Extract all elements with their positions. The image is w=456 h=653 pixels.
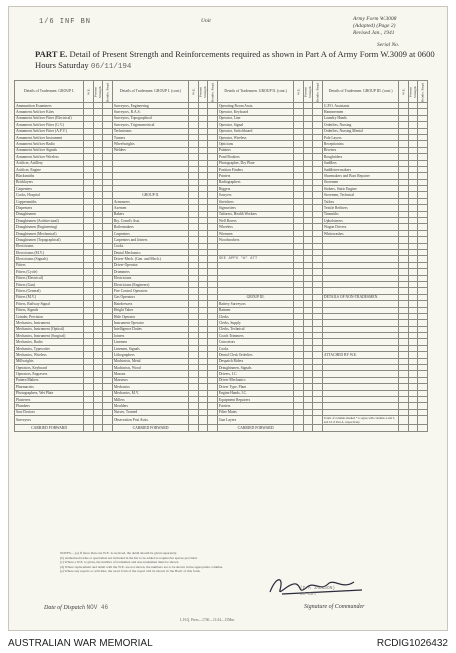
trade-cell: Battery Surveyors bbox=[217, 301, 293, 307]
trade-cell: Surveyors bbox=[15, 416, 84, 425]
trade-cell: Roughriders bbox=[322, 154, 398, 160]
value-cell bbox=[399, 416, 409, 425]
trade-cell: Dental Clerk Orderlies bbox=[217, 352, 293, 358]
we-header: W.E. bbox=[399, 81, 409, 103]
trade-cell: Draughtsmen (Topographical) bbox=[15, 237, 84, 243]
trade-cell: Well Borers bbox=[217, 218, 293, 224]
archive-name: AUSTRALIAN WAR MEMORIAL bbox=[8, 638, 153, 649]
carry-forward-a: CARRIED FORWARD bbox=[15, 425, 84, 431]
table-row bbox=[15, 416, 428, 425]
trade-cell: Grinder, Precision bbox=[15, 313, 84, 319]
trade-cell: Mechanics, Instrument (Surgical) bbox=[15, 333, 84, 339]
signed-name: (D A JACKSON) bbox=[300, 586, 336, 591]
trade-cell: Stokers, Static Engine bbox=[322, 186, 398, 192]
trade-cell: SEE APPX "A" ATT bbox=[217, 256, 293, 262]
archive-footer bbox=[0, 631, 456, 653]
note-line: NOTES.—(a) If more than one W.E. is received, the detail should be given separately. bbox=[60, 551, 177, 555]
trade-cell: Armament Artificer Kites bbox=[15, 109, 84, 115]
trade-cell: Bakers bbox=[112, 211, 188, 217]
trade-cell: Orderlies, Nursing bbox=[322, 122, 398, 128]
trade-cell: Plumbers bbox=[15, 403, 84, 409]
trade-cell: Coppersmiths bbox=[15, 198, 84, 204]
trade-cell: Electricians bbox=[112, 275, 188, 281]
trade-cell: Despatch Riders bbox=[217, 358, 293, 364]
trade-cell: Photographer, Dry Plate bbox=[217, 160, 293, 166]
trade-cell: Bricklayers bbox=[15, 179, 84, 185]
printer-line: L.H.Q. Press—1740—11/44—15Mm. bbox=[180, 618, 236, 622]
trade-cell: Clerks bbox=[217, 313, 293, 319]
trade-cell: Operator, Wireless bbox=[217, 134, 293, 140]
reinf-header: Reinfts. Reqd. bbox=[313, 81, 323, 103]
trade-cell: Surveyors, Engineering bbox=[112, 103, 188, 109]
trade-cell: Tinsmiths bbox=[322, 211, 398, 217]
trade-cell: Axemen bbox=[112, 205, 188, 211]
form-id-block bbox=[353, 16, 396, 37]
trade-cell: Signwriters bbox=[217, 205, 293, 211]
value-cell bbox=[313, 416, 323, 425]
trade-cell: Fitters (M.V.) bbox=[15, 294, 84, 300]
col-c-header: Details of Tradesmen. GROUP II. (cont.) bbox=[217, 81, 293, 103]
trade-cell: Operator, Switchboard bbox=[217, 128, 293, 134]
trade-cell: Machinists, Metal bbox=[112, 358, 188, 364]
trade-cell: GROUP III. bbox=[217, 294, 293, 300]
trade-cell: Pattern Makers bbox=[15, 377, 84, 383]
date-label: Date of Dispatch bbox=[44, 605, 85, 611]
trade-cell: Whitewashes bbox=[322, 230, 398, 236]
part-title bbox=[35, 49, 435, 73]
trade-cell: Masons bbox=[112, 371, 188, 377]
trade-cell: Tailorers, Health Workers bbox=[217, 211, 293, 217]
trade-cell: Mechanics, Wireless bbox=[15, 352, 84, 358]
trade-cell: Surveyors, Topographical bbox=[112, 115, 188, 121]
form-adapted: (Adapted) (Page 2) bbox=[353, 23, 396, 29]
trade-cell: Engine Hands, I.C. bbox=[217, 390, 293, 396]
trade-cell: Operator, Signal bbox=[217, 122, 293, 128]
trade-cell: Storemen bbox=[322, 179, 398, 185]
part-text: Detail of Present Strength and Reinforcements required as shown in Part A of Army Form W.3009 at 0600 Hours Saturday bbox=[35, 49, 435, 70]
strength-header: Present Strength bbox=[303, 81, 313, 103]
trade-cell: Mechanics, Instrument (Optical) bbox=[15, 326, 84, 332]
trade-cell: DETAILS OF NON-TRADESMEN. bbox=[322, 294, 398, 300]
trade-cell: Filter Mates bbox=[217, 409, 293, 415]
trade-cell: Receptionists bbox=[322, 141, 398, 147]
trade-cell: Electricians bbox=[15, 243, 84, 249]
trade-cell: Fitters (General) bbox=[15, 288, 84, 294]
trade-cell: GROUP II. bbox=[112, 192, 188, 198]
trade-cell: Hammermen bbox=[322, 109, 398, 115]
trade-cell: Armament Artificer Fitter (Electrical) bbox=[15, 115, 84, 121]
trade-cell: Storemen, Technical bbox=[322, 192, 398, 198]
trade-cell: ATTACHED BY W.E. bbox=[322, 352, 398, 358]
value-cell bbox=[208, 416, 218, 425]
trade-cell: Lithographers bbox=[112, 352, 188, 358]
part-label: PART E. bbox=[35, 49, 68, 59]
trade-cell: G.P.O. Assistants bbox=[322, 103, 398, 109]
trade-cell: Armament Artificer Signals bbox=[15, 147, 84, 153]
trade-cell: Totals of columns marked * to agree with columns 4 and 5, and 16 of Part A, respectively. bbox=[322, 416, 398, 425]
trade-cell: Drummers bbox=[112, 269, 188, 275]
trade-cell: Dispensers bbox=[15, 205, 84, 211]
trade-cell: Masseurs bbox=[112, 377, 188, 383]
trade-cell: Operator, Line bbox=[217, 115, 293, 121]
trade-cell: Mechanics bbox=[112, 384, 188, 390]
trade-cell: Gun Layers bbox=[217, 416, 293, 425]
trade-cell: Mechanics, Instrument bbox=[15, 320, 84, 326]
trade-cell: Radiographers bbox=[217, 179, 293, 185]
note-line: (c) Where a W.E. is given, the number of tradesmen and non-tradesmen must be shown. bbox=[60, 560, 180, 565]
signed-rank: Lt Col bbox=[300, 592, 317, 597]
trade-cell: Riveters bbox=[322, 147, 398, 153]
trade-cell: Surveyors, R.A.S. bbox=[112, 109, 188, 115]
col-a-header: Details of Tradesmen. GROUP I. bbox=[15, 81, 84, 103]
unit-stamp: 1/6 INF BN bbox=[39, 18, 92, 26]
form-number: Army Form W.3008 bbox=[353, 16, 397, 22]
trade-cell: Batmen bbox=[217, 307, 293, 313]
trade-cell: Clerks, Supply bbox=[217, 320, 293, 326]
trade-cell: Stretchers bbox=[217, 198, 293, 204]
trade-cell: Linemen, Signals bbox=[112, 345, 188, 351]
trade-cell: Pond Bookers bbox=[217, 154, 293, 160]
trade-cell: Operator, Keyboard bbox=[217, 109, 293, 115]
trade-cell: Wheelers bbox=[217, 224, 293, 230]
trade-cell: Bty. Comd's Asst. bbox=[112, 218, 188, 224]
reinf-header: Reinfts. Reqd. bbox=[418, 81, 428, 103]
trade-cell: Moulders bbox=[112, 403, 188, 409]
trade-cell: Driver Type, Plant bbox=[217, 384, 293, 390]
trade-cell: Fitters (Electrical) bbox=[15, 275, 84, 281]
part-date: 06/11/194 bbox=[90, 63, 132, 71]
trade-cell: Carpenters bbox=[112, 230, 188, 236]
trade-cell: Intelligence Duties bbox=[112, 326, 188, 332]
notes-block bbox=[60, 551, 390, 574]
trade-cell: Armament Artificer Radio bbox=[15, 141, 84, 147]
trade-cell: Draughtsmen (Mechanical) bbox=[15, 230, 84, 236]
trade-cell: Draughtsmen (Engineering) bbox=[15, 224, 84, 230]
trade-cell: Blacksmiths bbox=[15, 173, 84, 179]
trade-cell: Tailors bbox=[322, 198, 398, 204]
trade-cell: Cooks, Hospital bbox=[15, 192, 84, 198]
signature-label: Signature of Commander bbox=[304, 604, 365, 610]
trade-cell: Draughtsmen, Signals bbox=[217, 365, 293, 371]
value-cell bbox=[84, 416, 94, 425]
trade-cell: Wiremen bbox=[217, 230, 293, 236]
strength-header: Present Strength bbox=[408, 81, 418, 103]
carry-forward-d bbox=[322, 425, 398, 431]
trade-cell: Millers bbox=[112, 396, 188, 402]
trade-cell: Plasterers bbox=[15, 396, 84, 402]
serial-label: Serial No. bbox=[377, 42, 400, 48]
trade-cell: Riggers bbox=[217, 186, 293, 192]
strength-header: Present Strength bbox=[198, 81, 208, 103]
trade-cell: Laundry Hands bbox=[322, 115, 398, 121]
value-cell bbox=[303, 416, 313, 425]
value-cell bbox=[103, 416, 113, 425]
reinf-header: Reinfts. Reqd. bbox=[103, 81, 113, 103]
trade-cell: Armament Artificer Fitter (G.V.) bbox=[15, 122, 84, 128]
trade-cell: Driver-Mech. (Gen. and Mech.) bbox=[112, 256, 188, 262]
trade-cell: Height Taker bbox=[112, 307, 188, 313]
trade-cell: Welders bbox=[112, 147, 188, 153]
trade-cell: Concretors bbox=[217, 339, 293, 345]
signature-typed bbox=[300, 586, 335, 598]
trade-cell: Armament Artificer Fitter (A.F.V.) bbox=[15, 128, 84, 134]
trade-cell: Carpenters and Joiners bbox=[112, 237, 188, 243]
trade-cell: Cooks bbox=[217, 345, 293, 351]
trade-cell: Farriers bbox=[217, 403, 293, 409]
trade-cell: Saddlers bbox=[322, 160, 398, 166]
trade-cell: Fitters (Gun) bbox=[15, 281, 84, 287]
trade-cell: Carpenters bbox=[15, 186, 84, 192]
trade-cell: Instrument Operator bbox=[112, 320, 188, 326]
trade-cell: Pharmacists bbox=[15, 384, 84, 390]
trade-cell: Clerks, Technical bbox=[217, 326, 293, 332]
we-header: W.E. bbox=[294, 81, 304, 103]
trade-cell: Textile Refitters bbox=[322, 205, 398, 211]
trade-cell: Armourers bbox=[112, 198, 188, 204]
trade-cell: Gas Operators bbox=[112, 294, 188, 300]
trade-cell: Orderlies, Nursing Mental bbox=[322, 128, 398, 134]
trade-cell: Equipment Repairers bbox=[217, 396, 293, 402]
trade-cell: Artificer, Engine bbox=[15, 166, 84, 172]
note-line: (d) Where replacement and detail with the W.E. are not shown, the numbers are to be shown in the appropriate columns. bbox=[60, 564, 224, 569]
trade-cell: Millwrights bbox=[15, 358, 84, 364]
trade-cell: Driver Mechanics bbox=[217, 377, 293, 383]
trade-cell: Mechanics, Radio bbox=[15, 339, 84, 345]
trade-cell: Position Finders bbox=[217, 166, 293, 172]
trade-cell: Fitters, Railway Signal bbox=[15, 301, 84, 307]
col-d-header: Details of Tradesmen. GROUP III. (cont.) bbox=[322, 81, 398, 103]
we-header: W.E. bbox=[189, 81, 199, 103]
unit-label: Unit bbox=[201, 18, 211, 24]
trade-cell: Operators, Engravers bbox=[15, 371, 84, 377]
trade-cell: Fitters bbox=[15, 262, 84, 268]
we-header: W.E. bbox=[84, 81, 94, 103]
trade-cell: Electricians (M.V.) bbox=[15, 249, 84, 255]
trade-cell: Saw Doctors bbox=[15, 409, 84, 415]
trade-cell: Electricians (Signals) bbox=[15, 256, 84, 262]
value-cell bbox=[408, 416, 418, 425]
trade-cell: Pole Layers bbox=[322, 134, 398, 140]
value-cell bbox=[189, 416, 199, 425]
trade-cell: Painters bbox=[217, 147, 293, 153]
trade-cell: Coach Trimmers bbox=[217, 333, 293, 339]
trade-cell: Dental Mechanics bbox=[112, 249, 188, 255]
date-of-dispatch bbox=[44, 604, 108, 611]
value-cell bbox=[93, 416, 103, 425]
trade-cell: Saddletree makers bbox=[322, 166, 398, 172]
carry-forward-c: CARRIED FORWARD bbox=[217, 425, 293, 431]
trade-cell: Hairdressers bbox=[112, 301, 188, 307]
trade-cell: Joiners bbox=[112, 333, 188, 339]
value-cell bbox=[294, 416, 304, 425]
archive-id: RCDIG1026432 bbox=[376, 638, 448, 649]
strength-table bbox=[14, 80, 428, 432]
value-cell bbox=[198, 416, 208, 425]
date-value: NOV 46 bbox=[86, 604, 109, 611]
strength-header: Present Strength bbox=[93, 81, 103, 103]
trade-cell: Hide Operator bbox=[112, 313, 188, 319]
trade-cell: Draughtsmen (Architectural) bbox=[15, 218, 84, 224]
trade-cell: Cooks bbox=[112, 243, 188, 249]
trade-cell: Shoemakers and Boot Repairer bbox=[322, 173, 398, 179]
carry-forward-row bbox=[15, 425, 428, 431]
col-b-header: Details of Tradesmen. GROUP I. (cont.) bbox=[112, 81, 188, 103]
form-revised: Revised Jan., 1941 bbox=[353, 30, 395, 36]
trade-cell: Photographers, Wet Plate bbox=[15, 390, 84, 396]
trade-cell: Turners bbox=[112, 134, 188, 140]
trade-cell: Nurses, Trained bbox=[112, 409, 188, 415]
trade-cell: Driver-Operator bbox=[112, 262, 188, 268]
trade-cell: Fitters, Signals bbox=[15, 307, 84, 313]
trade-cell: Wheelwrights bbox=[112, 141, 188, 147]
trade-cell: Sawyers bbox=[217, 192, 293, 198]
trade-cell: Artificer, Artillery bbox=[15, 160, 84, 166]
trade-cell: Fire Control Operators bbox=[112, 288, 188, 294]
trade-cell: Fitters (Cycle) bbox=[15, 269, 84, 275]
trade-cell: Ammunition Examiners bbox=[15, 103, 84, 109]
trade-cell: Operating Room Assts. bbox=[217, 103, 293, 109]
trade-cell: Mechanics, Typewriter bbox=[15, 345, 84, 351]
trade-cell: Surveyors, Trigonometrical bbox=[112, 122, 188, 128]
trade-cell: Technicians bbox=[112, 128, 188, 134]
reinf-header: Reinfts. Reqd. bbox=[208, 81, 218, 103]
trade-cell: Armament Artificer Instrument bbox=[15, 134, 84, 140]
trade-cell: Woodworkers bbox=[217, 237, 293, 243]
trade-cell: Observation Post Assts. bbox=[112, 416, 188, 425]
trade-cell: Wagon Drivers bbox=[322, 224, 398, 230]
carry-forward-b: CARRIED FORWARD bbox=[112, 425, 188, 431]
trade-cell: Opticians bbox=[217, 141, 293, 147]
trade-cell: Drivers, I.C. bbox=[217, 371, 293, 377]
trade-cell: Upholsterers bbox=[322, 218, 398, 224]
table-header-row bbox=[15, 81, 428, 103]
table-body bbox=[15, 103, 428, 425]
trade-cell: Draughtsmen bbox=[15, 211, 84, 217]
trade-cell: Linemen bbox=[112, 339, 188, 345]
trade-cell: Operators, Keyboard bbox=[15, 365, 84, 371]
trade-cell: Mechanics, M.V. bbox=[112, 390, 188, 396]
note-line: (b) Authorised trades or specialists not included in the list to be added as required in spaces provided. bbox=[60, 555, 198, 560]
trade-cell: Boilermakers bbox=[112, 224, 188, 230]
value-cell bbox=[418, 416, 428, 425]
trade-cell: Electricians (Engineers) bbox=[112, 281, 188, 287]
trade-cell: Machinists, Wood bbox=[112, 365, 188, 371]
note-line: (e) Where any reports or activities, the exact form of the report will be shown in 'the Back' of this form. bbox=[60, 569, 201, 574]
trade-cell: Armament Artificer Wireless bbox=[15, 154, 84, 160]
trade-cell: Printers bbox=[217, 173, 293, 179]
